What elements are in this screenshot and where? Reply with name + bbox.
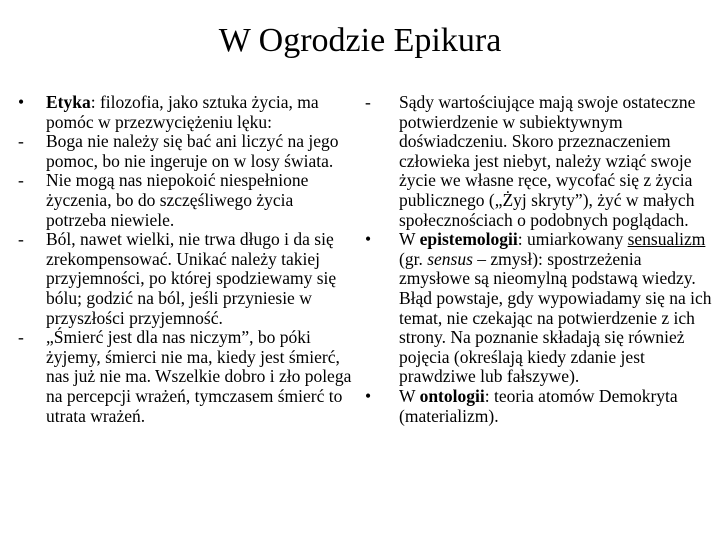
term-epistemology: epistemologii (419, 229, 518, 250)
term-ontology: ontologii (419, 385, 485, 406)
bullet-marker: • (365, 229, 372, 250)
list-item-god (12, 132, 357, 171)
list-item-epistemology (362, 230, 716, 387)
right-column (362, 93, 716, 426)
term-ethics: Etyka (46, 92, 91, 112)
left-column (12, 93, 357, 426)
slide-title: W Ogrodzie Epikura (218, 22, 502, 59)
dash-marker: - (18, 327, 24, 348)
list-item-text: Ból, nawet wielki, nie trwa długo i da się zrekompensować. Unikać należy takiej przyjemności, po której spodziewamy się bólu; godzić na ból, jeśli przyniesie w przyszłości przyjemność. (46, 229, 337, 328)
list-item-ontology (362, 387, 716, 426)
epistemology-paren: (gr. (399, 248, 428, 269)
list-item-text: Sądy wartościujące mają swoje ostateczne potwierdzenie w subiektywnym doświadczeniu. Skoro przeznaczeniem człowieka jest niebyt, należy wziąć swoje życie we własne ręce, wycofać się z życia publicznego („Żyj skryty”), żyć w małych społecznościach o podobnych poglądach. (399, 92, 696, 230)
list-item-pain (12, 230, 357, 328)
term-sensualism: sensualizm (627, 229, 706, 250)
dash-marker: - (18, 131, 24, 152)
bullet-marker: • (365, 385, 372, 406)
epistemology-rest: – zmysł): spostrzeżenia zmysłowe są nieomylną podstawą wiedzy. Błąd powstaje, gdy wypowiadamy się na ich temat, nie czekając na potwierdzenie z ich strony. Na poznanie składają się również pojęcia (określają kiedy zdanie jest prawdziwe lub fałszywe). (399, 248, 712, 387)
epistemology-middle: : umiarkowany (517, 229, 628, 250)
ontology-prefix: W (399, 385, 420, 406)
dash-marker: - (365, 92, 371, 112)
ethics-definition: : filozofia, jako sztuka życia, ma pomóc w przezwyciężeniu lęku: (46, 92, 319, 132)
list-item-text (46, 93, 357, 132)
term-sensus: sensus (427, 248, 473, 269)
list-item-text: „Śmierć jest dla nas niczym”, bo póki żyjemy, śmierci nie ma, kiedy jest śmierć, nas już nie ma. Wszelkie dobro i zło polega na percepcji wrażeń, tymczasem śmierć to utrata wrażeń. (46, 327, 352, 426)
dash-marker: - (18, 229, 24, 250)
list-item-ethics (12, 93, 357, 132)
list-item-text: Boga nie należy się bać ani liczyć na jego pomoc, bo nie ingeruje on w losy świata. (46, 131, 339, 171)
epistemology-prefix: W (399, 229, 420, 250)
list-item-value-judgments (362, 93, 716, 230)
list-item-death (12, 328, 357, 426)
bullet-marker: • (18, 92, 25, 112)
ontology-rest: : teoria atomów Demokryta (materializm). (399, 385, 678, 426)
dash-marker: - (18, 170, 24, 191)
list-item-text (399, 230, 716, 387)
list-item-text: Nie mogą nas niepokoić niespełnione życzenia, bo do szczęśliwego życia potrzeba niewiele. (46, 170, 309, 230)
list-item-text (399, 387, 716, 426)
list-item-wishes (12, 171, 357, 230)
